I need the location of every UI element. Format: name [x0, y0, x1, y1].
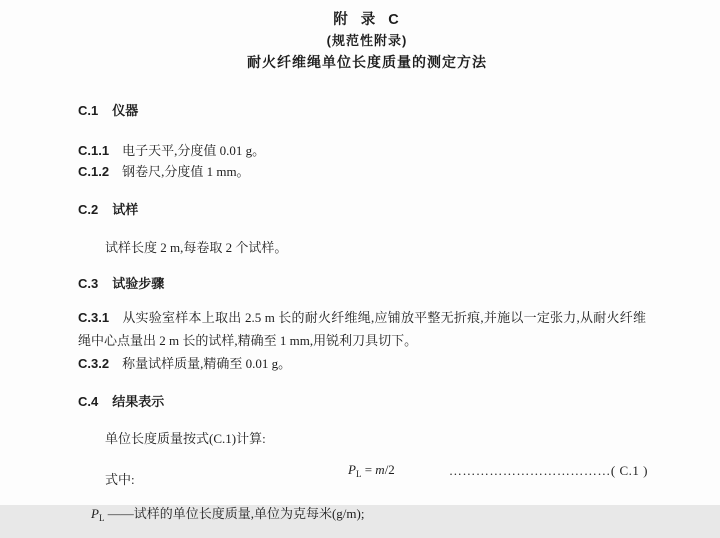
clause-c31 [78, 306, 646, 352]
clause-text: 电子天平,分度值 0.01 g。 [122, 143, 266, 158]
equation-numerator: m [375, 462, 385, 477]
clause-text: 称量试样质量,精确至 0.01 g。 [122, 356, 292, 371]
section-number: C.3 [78, 276, 99, 291]
formula-intro [105, 428, 266, 447]
paragraph-c2 [105, 237, 287, 256]
equation-variable-subscript: L [355, 469, 362, 479]
paragraph-text: 试样长度 2 m,每卷取 2 个试样。 [105, 240, 288, 255]
equation-divisor: /2 [384, 462, 395, 477]
equation-reference [434, 447, 648, 495]
clause-c11 [78, 140, 646, 161]
section-heading-c1 [78, 100, 138, 119]
section-title: 仪器 [112, 103, 139, 118]
appendix-label: 附 录 C [333, 12, 401, 28]
clause-number: C.3.2 [78, 356, 110, 371]
clause-number: C.3.1 [78, 310, 110, 325]
equation-variable: P [348, 462, 356, 477]
section-title: 结果表示 [112, 394, 165, 409]
clause-c32 [78, 353, 646, 374]
clause-number: C.1.1 [78, 143, 110, 158]
appendix-note: (规范性附录) [326, 33, 408, 48]
section-number: C.1 [78, 103, 99, 118]
section-number: C.2 [78, 202, 99, 217]
clause-c12 [78, 161, 646, 182]
section-number: C.4 [78, 394, 99, 409]
legend-symbol: P [91, 506, 99, 521]
where-label-text: 式中: [105, 472, 135, 487]
equals-sign: = [361, 462, 376, 477]
legend-description: ——试样的单位长度质量,单位为克每米(g/m); [104, 506, 365, 521]
where-label [105, 469, 135, 488]
clause-number: C.1.2 [78, 164, 110, 179]
section-heading-c4 [78, 391, 164, 410]
section-title: 试验步骤 [112, 276, 165, 291]
legend-symbol-subscript: L [98, 513, 105, 523]
section-title: 试样 [112, 202, 139, 217]
section-heading-c2 [78, 199, 138, 218]
clause-text: 钢卷尺,分度值 1 mm。 [122, 164, 250, 179]
clause-text: 从实验室样本上取出 2.5 m 长的耐火纤维绳,应铺放平整无折痕,并施以一定张力,从耐火纤维绳中心点量出 2 m 长的试样,精确至 1 mm,用锐利刀具切下。 [78, 310, 646, 348]
leader-dots: ……………………………… [448, 463, 611, 478]
formula-intro-text: 单位长度质量按式(C.1)计算: [105, 431, 266, 446]
symbol-legend [78, 487, 364, 538]
section-heading-c3 [78, 273, 164, 292]
equation-number: ( C.1 ) [610, 463, 648, 478]
appendix-heading: 耐火纤维绳单位长度质量的测定方法 [247, 54, 487, 70]
